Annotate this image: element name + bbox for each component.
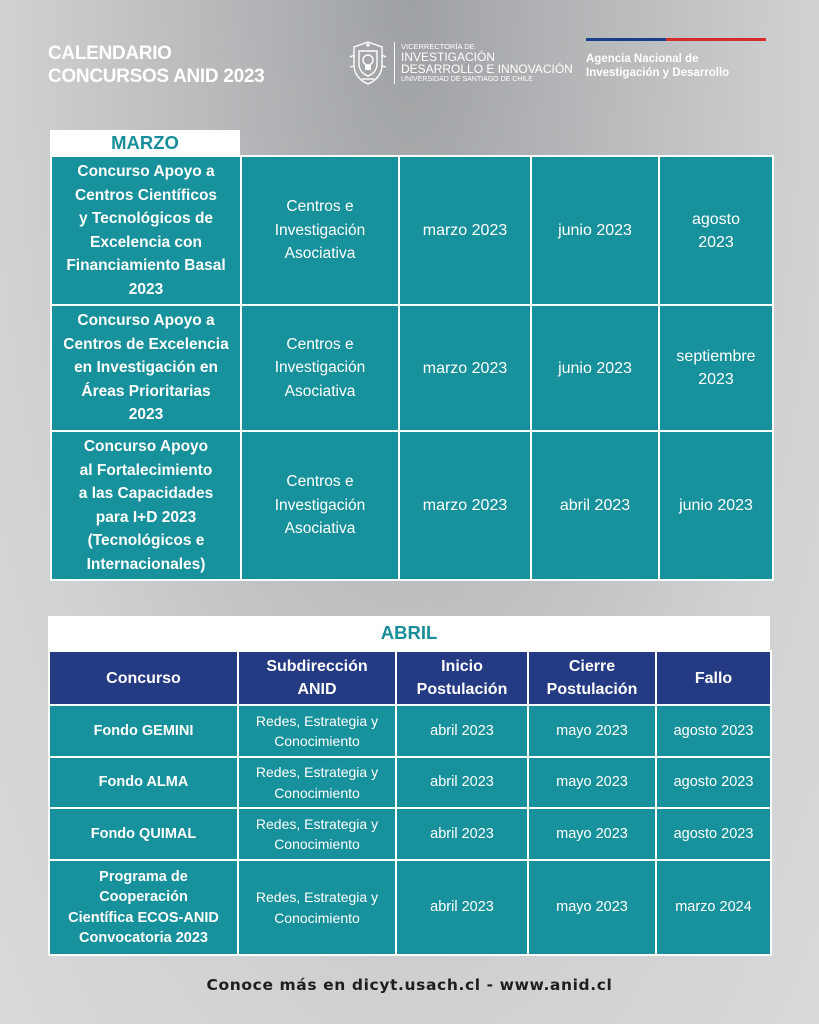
concurso-name: Programa de Cooperación Científica ECOS-ANID Convocatoria 2023: [49, 860, 238, 955]
usach-line-4: UNIVERSIDAD DE SANTIAGO DE CHILE: [401, 76, 533, 83]
usach-logo: [348, 38, 573, 88]
footer-links: Conoce más en dicyt.usach.cl - www.anid.cl: [206, 976, 613, 994]
inicio-cell: abril 2023: [396, 808, 528, 860]
month-label-marzo: MARZO: [111, 132, 179, 153]
fallo-cell: marzo 2024: [656, 860, 771, 955]
table-header-row: [49, 651, 771, 705]
concurso-name: Concurso Apoyo a Centros de Excelencia en Investigación en Áreas Prioritarias 2023: [51, 305, 241, 431]
anid-line-2: Investigación y Desarrollo: [586, 67, 730, 79]
header-cierre: Cierre Postulación: [528, 651, 656, 705]
anid-blue-stripe: [586, 38, 666, 41]
fallo-cell: junio 2023: [659, 431, 773, 580]
inicio-cell: abril 2023: [396, 705, 528, 757]
header-subdireccion: Subdirección ANID: [238, 651, 396, 705]
usach-emblem-icon: [348, 39, 388, 87]
cierre-cell: junio 2023: [531, 305, 659, 431]
fallo-cell: agosto 2023: [659, 156, 773, 305]
inicio-cell: abril 2023: [396, 860, 528, 955]
cierre-cell: mayo 2023: [528, 808, 656, 860]
anid-flag-bar: [586, 38, 766, 41]
usach-line-1: VICERRECTORÍA DE: [401, 42, 475, 51]
table-row: [49, 757, 771, 808]
cierre-cell: mayo 2023: [528, 757, 656, 808]
usach-text: [394, 42, 573, 84]
anid-logo: [586, 38, 766, 80]
concurso-name: Fondo GEMINI: [49, 705, 238, 757]
table-row: [51, 431, 773, 580]
concurso-name: Concurso Apoyo a Centros Científicos y Tecnológicos de Excelencia con Financiamiento Basal 2023: [51, 156, 241, 305]
table-row: [49, 808, 771, 860]
inicio-cell: marzo 2023: [399, 431, 531, 580]
subdireccion-cell: Redes, Estrategia y Conocimiento: [238, 860, 396, 955]
month-tab-marzo: [50, 130, 240, 156]
anid-red-stripe: [666, 38, 766, 41]
anid-line-1: Agencia Nacional de: [586, 53, 699, 65]
table-row: [51, 305, 773, 431]
anid-name: [586, 52, 766, 80]
inicio-cell: marzo 2023: [399, 156, 531, 305]
marzo-table: [50, 155, 774, 581]
fallo-cell: septiembre 2023: [659, 305, 773, 431]
fallo-cell: agosto 2023: [656, 705, 771, 757]
usach-line-2: INVESTIGACIÓN: [401, 50, 496, 64]
subdireccion-cell: Redes, Estrategia y Conocimiento: [238, 757, 396, 808]
abril-table: [48, 650, 772, 956]
subdireccion-cell: Centros e Investigación Asociativa: [241, 305, 399, 431]
title-line-1: CALENDARIO: [48, 43, 172, 64]
header-fallo: Fallo: [656, 651, 771, 705]
table-row: [51, 156, 773, 305]
title-line-2: CONCURSOS ANID 2023: [48, 66, 265, 87]
table-row: [49, 705, 771, 757]
subdireccion-cell: Centros e Investigación Asociativa: [241, 156, 399, 305]
cierre-cell: abril 2023: [531, 431, 659, 580]
subdireccion-cell: Redes, Estrategia y Conocimiento: [238, 808, 396, 860]
inicio-cell: marzo 2023: [399, 305, 531, 431]
header-inicio: Inicio Postulación: [396, 651, 528, 705]
page-title: [48, 42, 264, 88]
usach-line-3: DESARROLLO E INNOVACIÓN: [401, 62, 573, 76]
cierre-cell: mayo 2023: [528, 705, 656, 757]
fallo-cell: agosto 2023: [656, 808, 771, 860]
concurso-name: Fondo ALMA: [49, 757, 238, 808]
inicio-cell: abril 2023: [396, 757, 528, 808]
month-tab-abril: [48, 616, 770, 650]
subdireccion-cell: Centros e Investigación Asociativa: [241, 431, 399, 580]
subdireccion-cell: Redes, Estrategia y Conocimiento: [238, 705, 396, 757]
cierre-cell: mayo 2023: [528, 860, 656, 955]
concurso-name: Concurso Apoyo al Fortalecimiento a las Capacidades para I+D 2023 (Tecnológicos e Internacionales): [51, 431, 241, 580]
concurso-name: Fondo QUIMAL: [49, 808, 238, 860]
fallo-cell: agosto 2023: [656, 757, 771, 808]
cierre-cell: junio 2023: [531, 156, 659, 305]
month-label-abril: ABRIL: [380, 622, 438, 643]
header-concurso: Concurso: [49, 651, 238, 705]
table-row: [49, 860, 771, 955]
